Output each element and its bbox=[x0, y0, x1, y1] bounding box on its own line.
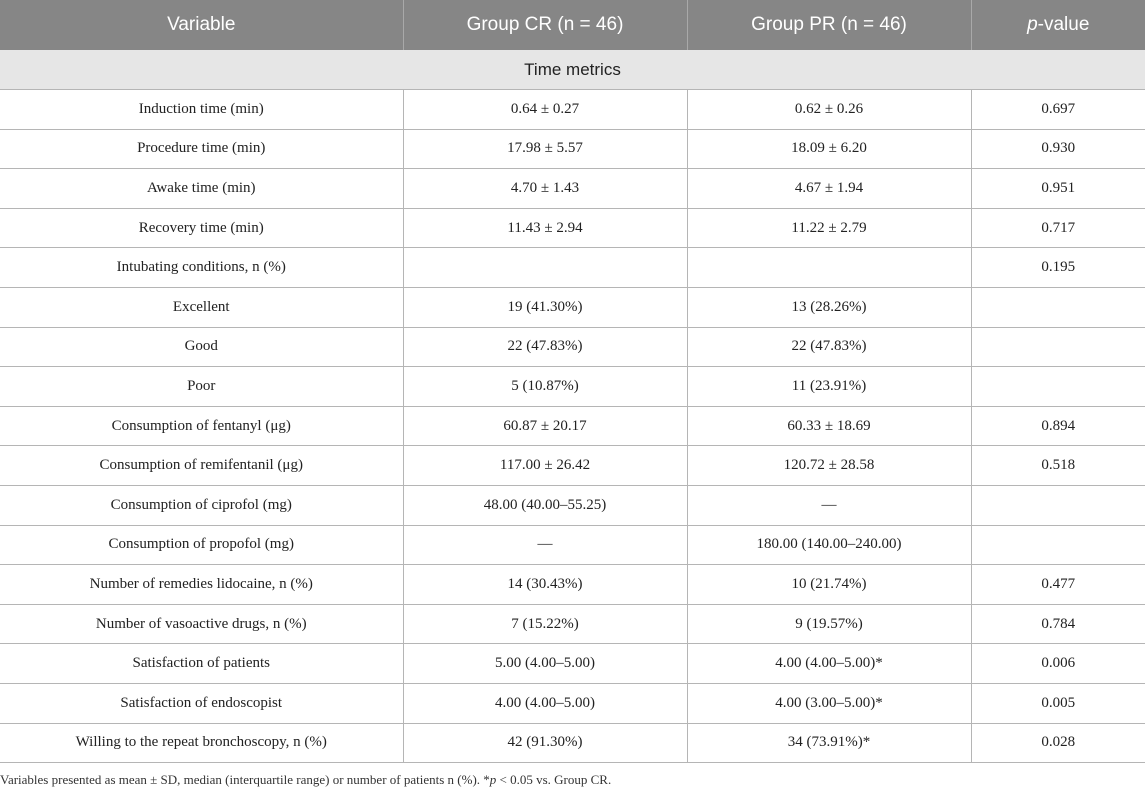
cell-variable: Consumption of propofol (mg) bbox=[0, 525, 403, 565]
table-row bbox=[0, 406, 1145, 446]
cell-p-value: 0.477 bbox=[971, 565, 1145, 605]
header-p-value bbox=[971, 0, 1145, 50]
cell-variable: Number of remedies lidocaine, n (%) bbox=[0, 565, 403, 605]
cell-group-cr: 60.87 ± 20.17 bbox=[403, 406, 687, 446]
footnote-part1: Variables presented as mean ± SD, median (interquartile range) or number of patients n (%). * bbox=[0, 772, 490, 787]
table-row bbox=[0, 604, 1145, 644]
cell-variable: Awake time (min) bbox=[0, 169, 403, 209]
footnote-part2: < 0.05 vs. Group CR. bbox=[496, 772, 612, 787]
cell-group-pr: 4.00 (4.00–5.00)* bbox=[687, 644, 971, 684]
cell-p-value: 0.697 bbox=[971, 90, 1145, 130]
cell-p-value: 0.518 bbox=[971, 446, 1145, 486]
cell-variable: Consumption of remifentanil (μg) bbox=[0, 446, 403, 486]
cell-group-cr: 22 (47.83%) bbox=[403, 327, 687, 367]
cell-group-pr: 18.09 ± 6.20 bbox=[687, 129, 971, 169]
cell-group-cr: 5.00 (4.00–5.00) bbox=[403, 644, 687, 684]
cell-group-pr: 10 (21.74%) bbox=[687, 565, 971, 605]
cell-group-pr: 4.00 (3.00–5.00)* bbox=[687, 683, 971, 723]
cell-group-cr: 4.00 (4.00–5.00) bbox=[403, 683, 687, 723]
cell-group-pr: 22 (47.83%) bbox=[687, 327, 971, 367]
cell-variable: Excellent bbox=[0, 287, 403, 327]
cell-group-cr: 14 (30.43%) bbox=[403, 565, 687, 605]
cell-group-pr bbox=[687, 248, 971, 288]
cell-group-pr: 180.00 (140.00–240.00) bbox=[687, 525, 971, 565]
cell-variable: Procedure time (min) bbox=[0, 129, 403, 169]
cell-group-cr: 48.00 (40.00–55.25) bbox=[403, 485, 687, 525]
cell-p-value: 0.951 bbox=[971, 169, 1145, 209]
table-row bbox=[0, 644, 1145, 684]
table-row bbox=[0, 565, 1145, 605]
table-row bbox=[0, 287, 1145, 327]
table-row bbox=[0, 683, 1145, 723]
cell-p-value: 0.195 bbox=[971, 248, 1145, 288]
footnote-p: p bbox=[489, 772, 497, 787]
table-row bbox=[0, 90, 1145, 130]
table-row bbox=[0, 525, 1145, 565]
table-row bbox=[0, 169, 1145, 209]
cell-variable: Willing to the repeat bronchoscopy, n (%) bbox=[0, 723, 403, 763]
cell-variable: Poor bbox=[0, 367, 403, 407]
cell-p-value: 0.717 bbox=[971, 208, 1145, 248]
cell-group-cr: 17.98 ± 5.57 bbox=[403, 129, 687, 169]
cell-p-value: 0.005 bbox=[971, 683, 1145, 723]
cell-group-pr: — bbox=[687, 485, 971, 525]
cell-p-value bbox=[971, 287, 1145, 327]
cell-group-cr: 42 (91.30%) bbox=[403, 723, 687, 763]
cell-p-value bbox=[971, 327, 1145, 367]
cell-p-value bbox=[971, 367, 1145, 407]
cell-group-cr: 11.43 ± 2.94 bbox=[403, 208, 687, 248]
header-group-pr: Group PR (n = 46) bbox=[687, 0, 971, 50]
cell-group-cr: 4.70 ± 1.43 bbox=[403, 169, 687, 209]
cell-group-pr: 60.33 ± 18.69 bbox=[687, 406, 971, 446]
cell-variable: Satisfaction of endoscopist bbox=[0, 683, 403, 723]
cell-variable: Number of vasoactive drugs, n (%) bbox=[0, 604, 403, 644]
cell-group-pr: 9 (19.57%) bbox=[687, 604, 971, 644]
cell-variable: Satisfaction of patients bbox=[0, 644, 403, 684]
cell-variable: Good bbox=[0, 327, 403, 367]
cell-group-cr: 0.64 ± 0.27 bbox=[403, 90, 687, 130]
cell-group-pr: 4.67 ± 1.94 bbox=[687, 169, 971, 209]
cell-variable: Consumption of fentanyl (μg) bbox=[0, 406, 403, 446]
cell-group-pr: 120.72 ± 28.58 bbox=[687, 446, 971, 486]
cell-variable: Intubating conditions, n (%) bbox=[0, 248, 403, 288]
cell-variable: Induction time (min) bbox=[0, 90, 403, 130]
cell-p-value: 0.006 bbox=[971, 644, 1145, 684]
cell-p-value bbox=[971, 485, 1145, 525]
table-row bbox=[0, 327, 1145, 367]
table-row bbox=[0, 208, 1145, 248]
cell-group-pr: 0.62 ± 0.26 bbox=[687, 90, 971, 130]
cell-group-pr: 13 (28.26%) bbox=[687, 287, 971, 327]
table-row bbox=[0, 129, 1145, 169]
cell-group-pr: 11 (23.91%) bbox=[687, 367, 971, 407]
table-header bbox=[0, 0, 1145, 50]
cell-group-cr: 117.00 ± 26.42 bbox=[403, 446, 687, 486]
section-title: Time metrics bbox=[0, 50, 1145, 90]
table-row bbox=[0, 367, 1145, 407]
cell-group-cr: 5 (10.87%) bbox=[403, 367, 687, 407]
table-row bbox=[0, 446, 1145, 486]
cell-variable: Recovery time (min) bbox=[0, 208, 403, 248]
header-variable: Variable bbox=[0, 0, 403, 50]
table-row bbox=[0, 485, 1145, 525]
table-body bbox=[0, 50, 1145, 763]
cell-group-pr: 34 (73.91%)* bbox=[687, 723, 971, 763]
cell-p-value: 0.028 bbox=[971, 723, 1145, 763]
cell-group-cr bbox=[403, 248, 687, 288]
cell-p-value: 0.784 bbox=[971, 604, 1145, 644]
table-row bbox=[0, 723, 1145, 763]
table-row bbox=[0, 248, 1145, 288]
cell-group-cr: 7 (15.22%) bbox=[403, 604, 687, 644]
cell-p-value bbox=[971, 525, 1145, 565]
cell-group-cr: 19 (41.30%) bbox=[403, 287, 687, 327]
header-p-italic: p bbox=[1027, 14, 1038, 35]
cell-p-value: 0.894 bbox=[971, 406, 1145, 446]
cell-group-cr: — bbox=[403, 525, 687, 565]
header-p-rest: -value bbox=[1037, 14, 1090, 35]
cell-variable: Consumption of ciprofol (mg) bbox=[0, 485, 403, 525]
table-footnote bbox=[0, 772, 1145, 788]
cell-p-value: 0.930 bbox=[971, 129, 1145, 169]
cell-group-pr: 11.22 ± 2.79 bbox=[687, 208, 971, 248]
header-group-cr: Group CR (n = 46) bbox=[403, 0, 687, 50]
